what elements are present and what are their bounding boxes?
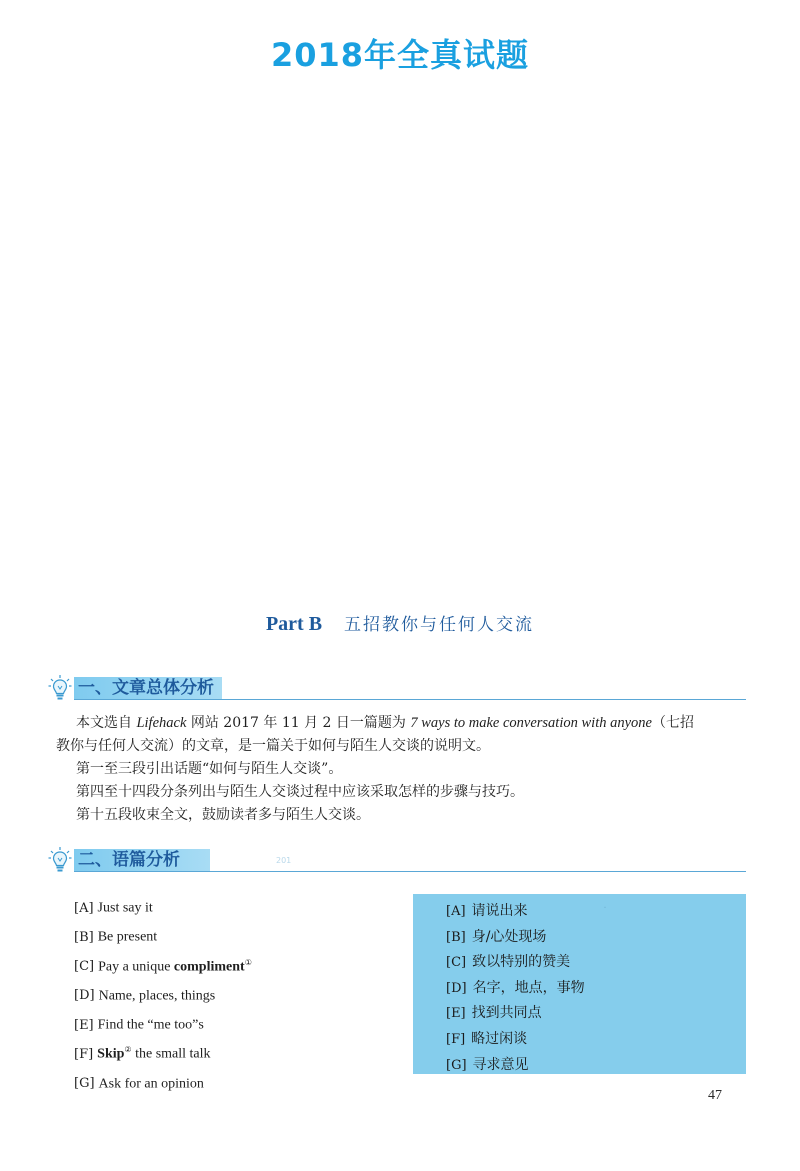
summary-paragraph: 第十五段收束全文，鼓励读者多与陌生人交谈。 bbox=[76, 807, 370, 823]
section-tab: 二、语篇分析 bbox=[74, 849, 210, 871]
part-heading bbox=[0, 610, 800, 636]
summary-paragraph: 第四至十四段分条列出与陌生人交谈过程中应该采取怎样的步骤与技巧。 bbox=[76, 784, 524, 800]
list-item: [A] Just say it bbox=[74, 900, 153, 916]
intro-text: 本文选自 bbox=[76, 715, 137, 731]
list-item: [E] Find the “me too”s bbox=[74, 1017, 204, 1033]
part-label: Part B bbox=[265, 613, 323, 635]
section-rule bbox=[74, 871, 746, 872]
list-item: [F] 略过闲谈 bbox=[446, 1030, 528, 1047]
page-number: 47 bbox=[708, 1088, 722, 1103]
section-heading-overall-analysis bbox=[48, 674, 746, 702]
list-item: [D] Name, places, things bbox=[74, 988, 216, 1004]
list-item: [D] 名字，地点，事物 bbox=[446, 979, 585, 996]
list-item: [G] 寻求意见 bbox=[446, 1056, 529, 1073]
lightbulb-icon bbox=[48, 846, 72, 874]
list-item: [G] Ask for an opinion bbox=[74, 1076, 204, 1092]
list-item: [B] 身/心处现场 bbox=[446, 928, 547, 945]
list-item: [E] 找到共同点 bbox=[446, 1005, 542, 1022]
section-tab: 一、文章总体分析 bbox=[74, 677, 222, 699]
source-name: Lifehack bbox=[136, 715, 187, 731]
section-heading-discourse-analysis bbox=[48, 846, 746, 874]
article-title: 7 ways to make conversation with anyone bbox=[410, 715, 652, 731]
english-headings-list bbox=[74, 892, 394, 1097]
bleed-through-text: · bbox=[603, 900, 607, 914]
page-title: 2018年全真试题 bbox=[270, 36, 530, 74]
lightbulb-icon bbox=[48, 674, 72, 702]
intro-text: 网站 2017 年 11 月 2 日一篇题为 bbox=[186, 715, 411, 731]
list-item: [C] Pay a unique compliment① bbox=[74, 957, 252, 975]
overall-analysis-text bbox=[56, 712, 746, 827]
intro-text: （七招 bbox=[651, 715, 694, 731]
faint-number: 201 bbox=[276, 856, 292, 865]
list-item: [C] 致以特别的赞美 bbox=[446, 954, 571, 971]
list-item: [B] Be present bbox=[74, 929, 158, 945]
intro-paragraph-cont: 教你与任何人交流）的文章，是一篇关于如何与陌生人交谈的说明文。 bbox=[56, 738, 490, 754]
section-rule bbox=[74, 699, 746, 700]
part-title: 五招教你与任何人交流 bbox=[344, 615, 535, 635]
list-item: [F] Skip② the small talk bbox=[74, 1045, 211, 1062]
intro-paragraph bbox=[56, 712, 746, 735]
list-item: [A] 请说出来 bbox=[446, 903, 528, 919]
summary-paragraph: 第一至三段引出话题“如何与陌生人交谈”。 bbox=[76, 761, 343, 777]
chinese-headings-list bbox=[446, 899, 736, 1078]
